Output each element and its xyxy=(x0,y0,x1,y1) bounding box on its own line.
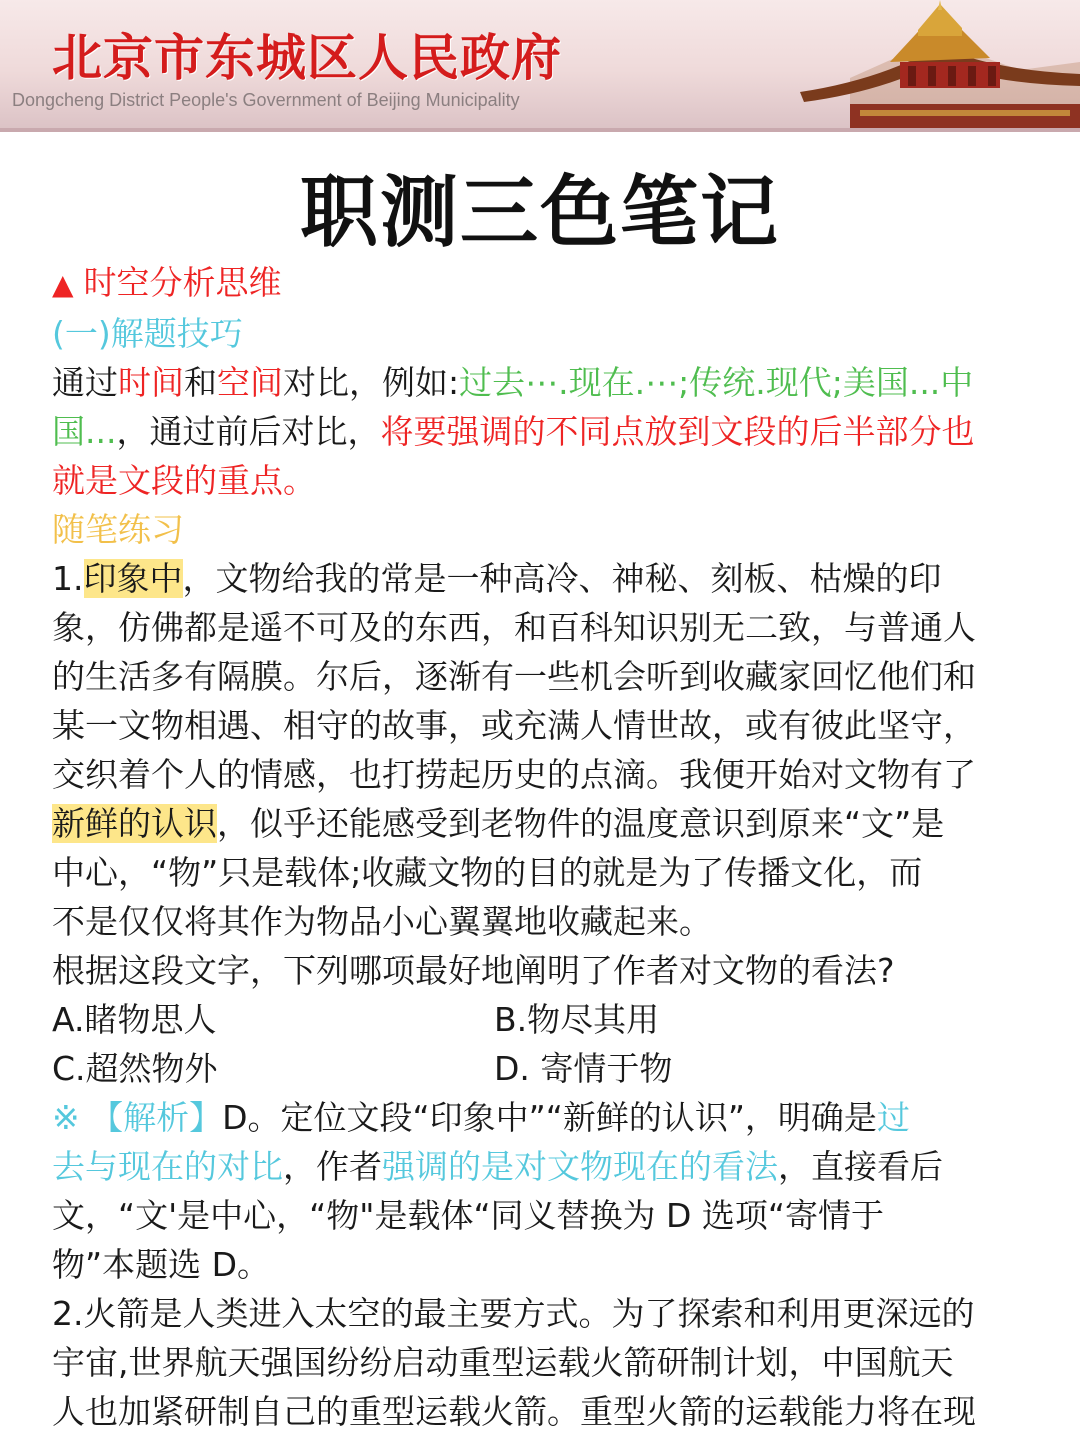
text-run: 将要强调的不同点放到文段的后半部分也 xyxy=(380,412,975,451)
text-run: 国... xyxy=(52,412,117,451)
question-line: 宇宙,世界航天强国纷纷启动重型运载火箭研制计划，中国航天 xyxy=(52,1343,954,1382)
text-run: 对比，例如: xyxy=(283,363,460,402)
option-d: D. 寄情于物 xyxy=(494,1049,673,1088)
text-run: 空间 xyxy=(217,363,283,402)
question-line: 人也加紧研制自己的重型运载火箭。重型火箭的运载能力将在现 xyxy=(52,1392,976,1431)
gov-name-en: Dongcheng District People's Government of Beijing Municipality xyxy=(12,90,520,110)
text-run: ，直接看后 xyxy=(778,1147,943,1186)
section-label: 时空分析思维 xyxy=(83,263,282,302)
analysis-line xyxy=(52,1142,1042,1191)
question-line xyxy=(52,554,1042,603)
question-line: 2.火箭是人类进入太空的最主要方式。为了探索和利用更深远的 xyxy=(52,1294,975,1333)
analysis-line: 文，“文'是中心，“物"是载体“同义替换为 D 选项“寄情于 xyxy=(52,1196,885,1235)
question-line: 的生活多有隔膜。尔后，逐渐有一些机会听到收藏家回忆他们和 xyxy=(52,657,976,696)
text-run: 强调的是对文物现在的看法 xyxy=(382,1147,778,1186)
question-line: 不是仅仅将其作为物品小心翼翼地收藏起来。 xyxy=(52,902,712,941)
text-run: 去与现在的对比 xyxy=(52,1147,283,1186)
practice-label: 随笔练习 xyxy=(52,510,184,549)
text-run: D。定位文段“印象中”“新鲜的认识”，明确是 xyxy=(222,1098,877,1137)
text-run: ，作者 xyxy=(283,1147,382,1186)
analysis-line xyxy=(52,1093,1042,1142)
intro-line xyxy=(52,407,1042,456)
text-run: ，文物给我的常是一种高冷、神秘、刻板、枯燥的印 xyxy=(182,559,942,598)
analysis-line: 物”本题选 D。 xyxy=(52,1245,270,1284)
question-number: 1. xyxy=(52,559,84,598)
options-row xyxy=(52,1044,1042,1093)
header-banner xyxy=(0,0,1080,132)
highlight-text: 新鲜的认识 xyxy=(52,804,217,843)
subsection-heading: (一)解题技巧 xyxy=(52,314,243,353)
gov-name: 北京市东城区人民政府 xyxy=(52,29,562,87)
text-run: 过 xyxy=(876,1098,910,1137)
intro-line xyxy=(52,358,1042,407)
options-row xyxy=(52,995,1042,1044)
question-line: 某一文物相遇、相守的故事，或充满人情世故，或有彼此坚守， xyxy=(52,706,976,745)
intro-line: 就是文段的重点。 xyxy=(52,461,316,500)
question-line xyxy=(52,799,1042,848)
section-heading xyxy=(52,258,1042,309)
notes-content xyxy=(52,258,1042,1436)
palace-building-icon xyxy=(790,0,1080,132)
analysis-label: ※ 【解析】 xyxy=(52,1098,223,1137)
text-run: 通过 xyxy=(52,363,118,402)
text-run: 和 xyxy=(184,363,217,402)
question-line: 象，仿佛都是遥不可及的东西，和百科知识别无二致，与普通人 xyxy=(52,608,976,647)
page-title: 职测三色笔记 xyxy=(299,168,780,258)
text-run: 时间 xyxy=(118,363,184,402)
text-run: ，似乎还能感受到老物件的温度意识到原来“文”是 xyxy=(217,804,945,843)
question-line: 交织着个人的情感，也打捞起历史的点滴。我便开始对文物有了 xyxy=(52,755,976,794)
question-line: 中心，“物”只是载体;收藏文物的目的就是为了传播文化，而 xyxy=(52,853,923,892)
text-run: 过去⋯.现在.⋯;传统.现代;美国...中 xyxy=(459,363,974,402)
text-run: ，通过前后对比， xyxy=(116,412,381,451)
highlight-text: 印象中 xyxy=(83,559,183,598)
triangle-icon: ▲ xyxy=(52,268,74,301)
option-c: C.超然物外 xyxy=(52,1049,218,1088)
question-prompt: 根据这段文字，下列哪项最好地阐明了作者对文物的看法? xyxy=(52,951,895,990)
option-a: A.睹物思人 xyxy=(52,1000,217,1039)
option-b: B.物尽其用 xyxy=(494,1000,660,1039)
